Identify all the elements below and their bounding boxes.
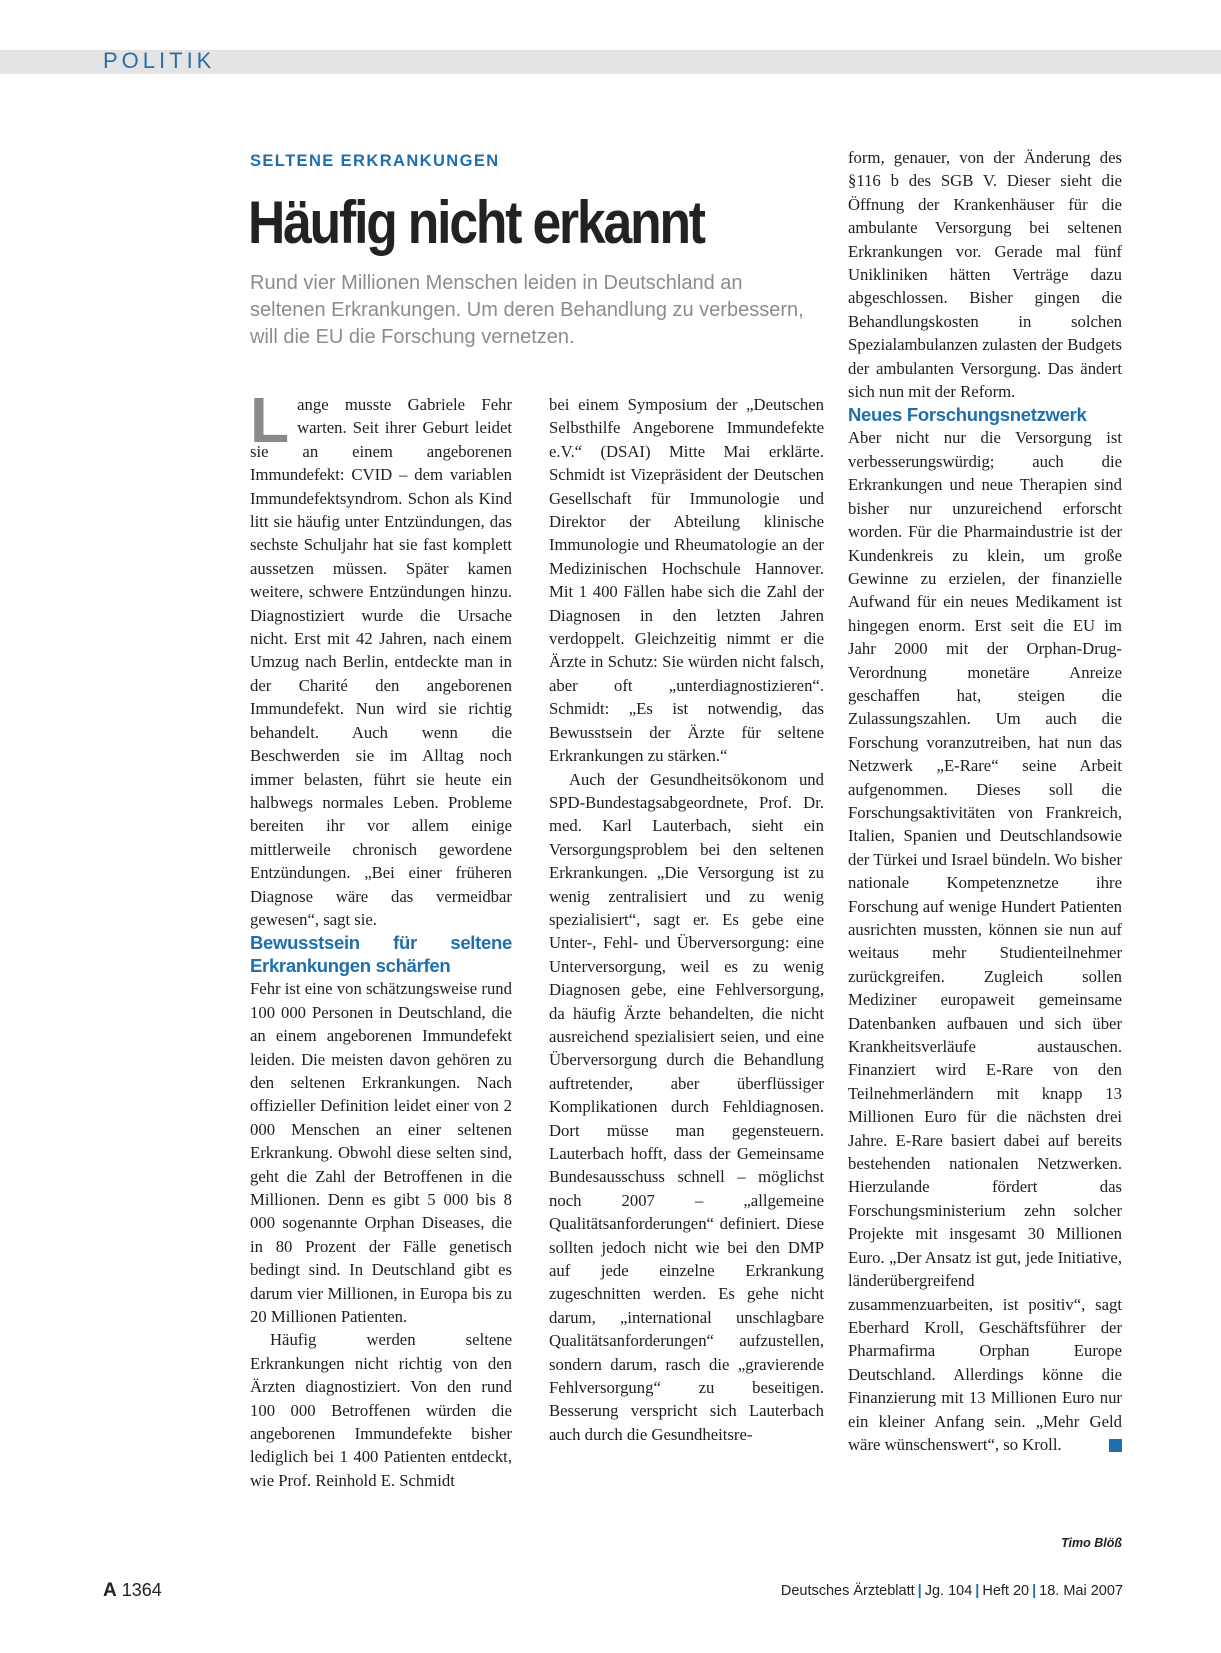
paragraph: [250, 384, 512, 931]
page-prefix: A: [103, 1580, 117, 1601]
dropcap: L: [250, 384, 290, 456]
paragraph: Häufig werden seltene Erkrankungen nicht richtig von den Ärzten diagnostiziert. Von den rund 100 000 Betroffenen würden die angeborenen Immundefekte bisher lediglich bei 1 400 Patienten entdeckt, wie Prof. Reinhold E. Schmidt: [250, 1330, 512, 1490]
journal-volume: Jg. 104: [924, 1583, 973, 1599]
journal-footer: [781, 1583, 1123, 1599]
paragraph: Auch der Gesundheitsökonom und SPD-Bundestagsabgeordnete, Prof. Dr. med. Karl Lauterbach, sieht ein Versorgungsproblem bei den seltenen Erkrankungen. „Die Versorgung ist zu wenig zentralisiert und zu wenig spezialisiert“, sagt er. Es gebe eine Unter-, Fehl- und Überversorgung: eine Unterversorgung, weil es zu wenig Diagnosen gebe, eine Fehlversorgung, da häufig Ärzte behandelten, die nicht ausreichend spezialisiert seien, und eine Überversorgung durch die Behandlung auftretender, aber überflüssiger Komplikationen durch Fehldiagnosen. Dort müsse man gegensteuern. Lauterbach hofft, dass der Gemeinsame Bundesausschuss schnell – möglichst noch 2007 – „allgemeine Qualitätsanforderungen“ definiert. Diese sollten jedoch nicht wie bei den DMP auf jede einzelne Erkrankung zugeschnitten werden. Es gehe nicht darum, „international unschlagbare Qualitätsanforderungen“ aufzustellen, sondern darum, rasch die „gravierende Fehlversorgung“ zu beseitigen. Besserung verspricht sich Lauterbach auch durch die Gesundheitsre-: [549, 769, 824, 1444]
paragraph: Fehr ist eine von schätzungsweise rund 100 000 Personen in Deutschland, die an einem angeborenen Immundefekt leiden. Die meisten davon gehören zu den seltenen Erkrankungen. Nach offizieller Definition leidet einer von 2 000 Menschen an einer seltenen Erkrankung. Obwohl diese selten sind, geht die Zahl der Betroffenen in die Millionen. Denn es gibt 5 000 bis 8 000 sogenannte Orphan Diseases, die in 80 Prozent der Fälle genetisch bedingt sind. In Deutschland gibt es darum vier Millionen, in Europa bis zu 20 Millionen Patienten.: [250, 979, 512, 1327]
paragraph: [848, 426, 1122, 1456]
subheading: Bewusstsein für seltene Erkrankungen schärfen: [250, 932, 512, 977]
journal-name: Deutsches Ärzteblatt: [780, 1583, 915, 1599]
paragraph: bei einem Symposium der „Deutschen Selbsthilfe Angeborene Immundefekte e.V.“ (DSAI) Mitte Mai erklärte. Schmidt ist Vizepräsident der Deutschen Gesellschaft für Immunologie und Direktor der Abteilung klinische Immunologie und Rheumatologie an der Medizinischen Hochschule Hannover. Mit 1 400 Fällen habe sich die Zahl der Diagnosen in den letzten Jahren verdoppelt. Gleichzeitig nimmt er die Ärzte in Schutz: Sie würden nicht falsch, aber oft „unterdiagnostizieren“. Schmidt: „Es ist notwendig, das Bewusstsein der Ärzte für seltene Erkrankungen zu stärken.“: [549, 395, 824, 766]
article-title: Häufig nicht erkannt: [248, 189, 704, 256]
end-of-article-mark: [1109, 1439, 1122, 1452]
author-byline: Timo Blöß: [1061, 1536, 1122, 1550]
article-column-1: [250, 384, 512, 1492]
article-column-2: [549, 393, 824, 1446]
paragraph-text: ange musste Gabriele Fehr warten. Seit ihrer Geburt leidet sie an einem angeborenen Immundefekt: CVID – dem variablen Immundefektsyndrom. Schon als Kind litt sie häufig unter Entzündungen, das sechste Schuljahr hat sie fast komplett aussetzen müssen. Später kamen weitere, schwere Entzündungen hinzu. Diagnostiziert wurde die Ursache nicht. Erst mit 42 Jahren, nach einem Umzug nach Berlin, entdeckte man in der Charité den angeborenen Immundefekt. Nun wird sie richtig behandelt. Auch wenn die Beschwerden sie im Alltag noch immer belasten, führt sie heute ein halbwegs normales Leben. Probleme bereiten ihr vor allem einige mittlerweile chronisch gewordene Entzündungen. „Bei einer früheren Diagnose wäre das vermeidbar gewesen“, sagt sie.: [250, 395, 512, 929]
journal-date: 18. Mai 2007: [1039, 1583, 1123, 1599]
article-kicker: SELTENE ERKRANKUNGEN: [250, 152, 500, 170]
page-number: [103, 1580, 162, 1602]
article-column-3: [848, 146, 1122, 1456]
separator: |: [975, 1583, 980, 1599]
article-lead: Rund vier Millionen Menschen leiden in Deutschland an seltenen Erkrankungen. Um deren Behandlung zu verbessern, will die EU die Forschung vernetzen.: [250, 272, 804, 348]
page-number-value: 1364: [121, 1580, 162, 1600]
paragraph-text: Aber nicht nur die Versorgung ist verbesserungswürdig; auch die Erkrankungen und neue Therapien sind bisher nur unzureichend erforscht worden. Für die Pharmaindustrie ist der Kundenkreis zu klein, um große Gewinne zu erzielen, der finanzielle Aufwand für ein neues Medikament ist hingegen enorm. Erst seit die EU im Jahr 2000 mit der Orphan-Drug-Verordnung monetäre Anreize geschaffen hat, steigen die Zulassungszahlen. Um auch die Forschung voranzutreiben, hat nun das Netzwerk „E-Rare“ seine Arbeit aufgenommen. Dieses soll die Forschungsaktivitäten von Frankreich, Italien, Spanien und Deutschlandsowie der Türkei und Israel bündeln. Wo bisher nationale Kompetenznetze ihre Forschung auf wenige Hundert Patienten ausrichten mussten, können sie nun auf weitaus mehr Studienteilnehmer zurückgreifen. Zugleich sollen Mediziner europaweit gemeinsame Datenbanken aufbauen und sich über Krankheitsverläufe austauschen. Finanziert wird E-Rare von den Teilnehmerländern mit knapp 13 Millionen Euro für die nächsten drei Jahre. E-Rare basiert dabei auf bereits bestehenden nationalen Netzwerken. Hierzulande fördert das Forschungsministerium zehn solcher Projekte mit insgesamt 30 Millionen Euro. „Der Ansatz ist gut, jede Initiative, länderübergreifend zusammenzuarbeiten, ist positiv“, sagt Eberhard Kroll, Geschäftsführer der Pharmafirma Orphan Europe Deutschland. Allerdings könne die Finanzierung mit 13 Millionen Euro nur ein kleiner Anfang sein. „Mehr Geld wäre wünschenswert“, so Kroll.: [848, 428, 1122, 1454]
subheading: Neues Forschungsnetzwerk: [848, 404, 1087, 426]
journal-issue: Heft 20: [982, 1583, 1030, 1599]
paragraph: form, genauer, von der Änderung des §116 b des SGB V. Dieser sieht die Öffnung der Krankenhäuser für die ambulante Versorgung bei seltenen Erkrankungen vor. Gerade mal fünf Unikliniken hätten Verträge dazu abgeschlossen. Bisher gingen die Behandlungskosten in solchen Spezialambulanzen zulasten der Budgets der ambulanten Versorgung. Das ändert sich nun mit der Reform.: [848, 148, 1122, 402]
section-label: POLITIK: [103, 48, 216, 73]
separator: |: [917, 1583, 922, 1599]
separator: |: [1032, 1583, 1037, 1599]
